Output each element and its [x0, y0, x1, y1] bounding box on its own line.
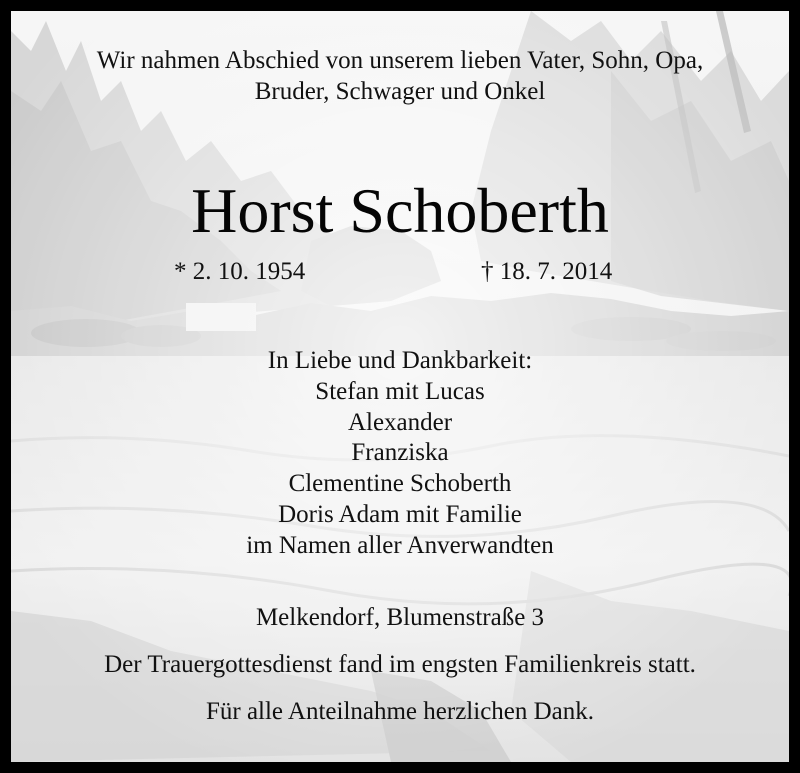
intro-line: Wir nahmen Abschied von unserem lieben Vater, Sohn, Opa,	[96, 47, 704, 74]
mourner-line: Doris Adam mit Familie	[278, 500, 522, 528]
deceased-name: Horst Schoberth	[191, 175, 609, 246]
intro-text	[11, 45, 789, 107]
intro-line: Bruder, Schwager und Onkel	[254, 78, 546, 105]
death-date: † 18. 7. 2014	[481, 258, 613, 285]
mourner-line: Stefan mit Lucas	[315, 377, 485, 405]
mourner-line: Clementine Schoberth	[288, 470, 512, 498]
mourner-line: Franziska	[351, 439, 449, 467]
mourner-line: Alexander	[347, 408, 453, 436]
birth-date: * 2. 10. 1954	[174, 258, 306, 285]
mourner-line: im Namen aller Anverwandten	[246, 531, 554, 559]
service-note: Der Trauergottesdienst fand im engsten Familienkreis statt.	[104, 651, 696, 678]
address: Melkendorf, Blumenstraße 3	[255, 604, 545, 631]
mourners-list	[11, 346, 789, 562]
mourners-heading: In Liebe und Dankbarkeit:	[267, 347, 533, 374]
thanks-note: Für alle Anteilnahme herzlichen Dank.	[205, 698, 595, 725]
